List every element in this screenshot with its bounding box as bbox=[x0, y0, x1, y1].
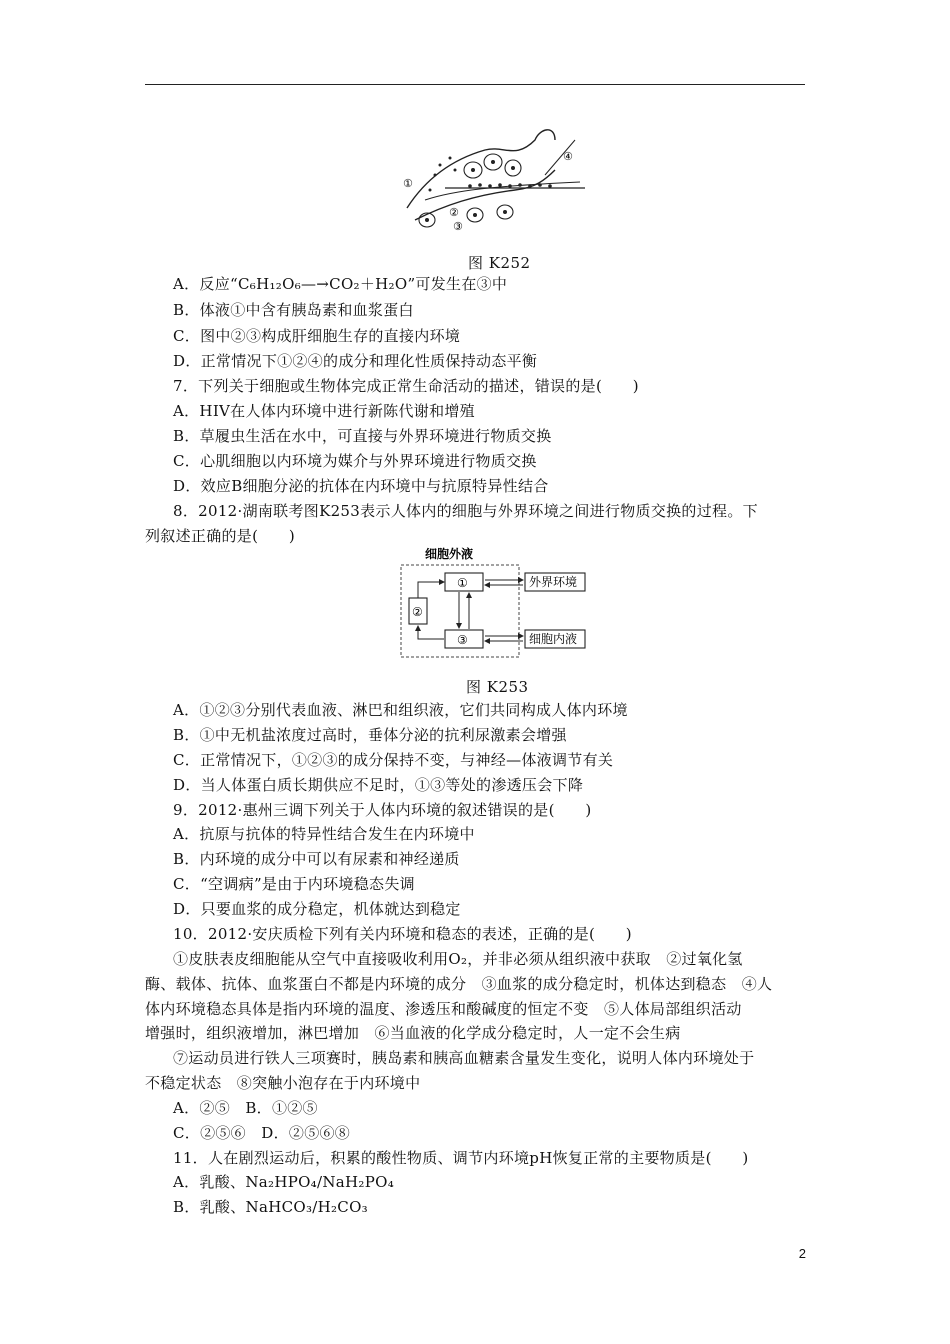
fig-k253-outer2: 细胞内液 bbox=[529, 632, 578, 646]
figure-k252-diagram bbox=[395, 120, 585, 240]
figure-k253-diagram bbox=[395, 540, 595, 660]
q7-option-c: C．心肌细胞以内环境为媒介与外界环境进行物质交换 bbox=[173, 452, 537, 470]
fig-k253-outer1: 外界环境 bbox=[529, 575, 578, 589]
q9-option-b: B．内环境的成分中可以有尿素和神经递质 bbox=[173, 850, 460, 868]
q11-option-b: B．乳酸、NaHCO₃/H₂CO₃ bbox=[173, 1198, 368, 1216]
q7-option-b: B．草履虫生活在水中，可直接与外界环境进行物质交换 bbox=[173, 427, 552, 445]
q10-options-line2: C．②⑤⑥ D．②⑤⑥⑧ bbox=[173, 1124, 351, 1142]
q8-option-b: B．①中无机盐浓度过高时，垂体分泌的抗利尿激素会增强 bbox=[173, 726, 567, 744]
fig-k252-label-3: ③ bbox=[453, 220, 463, 233]
q8-stem-line1: 8．2012·湖南联考图K253表示人体内的细胞与外界环境之间进行物质交换的过程。下 bbox=[173, 502, 758, 520]
figure-k253-caption: 图 K253 bbox=[466, 678, 529, 696]
q9-option-d: D．只要血浆的成分稳定，机体就达到稳定 bbox=[173, 900, 461, 918]
q8-option-a: A．①②③分别代表血液、淋巴和组织液，它们共同构成人体内环境 bbox=[173, 701, 628, 719]
q7-option-d: D．效应B细胞分泌的抗体在内环境中与抗原特异性结合 bbox=[173, 477, 549, 495]
q11-option-a: A．乳酸、Na₂HPO₄/NaH₂PO₄ bbox=[173, 1173, 395, 1191]
fig-k252-label-2: ② bbox=[449, 206, 459, 219]
q6-option-a: A．反应“C₆H₁₂O₆—→CO₂＋H₂O”可发生在③中 bbox=[173, 275, 508, 293]
q10-stem: 10．2012·安庆质检下列有关内环境和稳态的表述，正确的是( ) bbox=[173, 925, 632, 943]
q8-option-d: D．当人体蛋白质长期供应不足时，①③等处的渗透压会下降 bbox=[173, 776, 584, 794]
q6-option-d: D．正常情况下①②④的成分和理化性质保持动态平衡 bbox=[173, 352, 538, 370]
q6-option-b: B．体液①中含有胰岛素和血浆蛋白 bbox=[173, 301, 414, 319]
q10-body-line1: ①皮肤表皮细胞能从空气中直接吸收利用O₂，并非必须从组织液中获取 ②过氧化氢 bbox=[173, 950, 743, 968]
fig-k253-title: 细胞外液 bbox=[425, 547, 474, 561]
q9-option-c: C．“空调病”是由于内环境稳态失调 bbox=[173, 875, 415, 893]
q10-body-line5: ⑦运动员进行铁人三项赛时，胰岛素和胰高血糖素含量发生变化，说明人体内环境处于 bbox=[173, 1049, 755, 1067]
figure-k252-caption: 图 K252 bbox=[468, 254, 531, 272]
q10-body-line4: 增强时，组织液增加，淋巴增加 ⑥当血液的化学成分稳定时，人一定不会生病 bbox=[145, 1024, 681, 1042]
q10-body-line3: 体内环境稳态具体是指内环境的温度、渗透压和酸碱度的恒定不变 ⑤人体局部组织活动 bbox=[145, 1000, 742, 1018]
fig-k253-box2: ② bbox=[412, 605, 423, 619]
q10-options-line1: A．②⑤ B．①②⑤ bbox=[173, 1099, 318, 1117]
q9-stem: 9．2012·惠州三调下列关于人体内环境的叙述错误的是( ) bbox=[173, 801, 592, 819]
q9-option-a: A．抗原与抗体的特异性结合发生在内环境中 bbox=[173, 825, 475, 843]
q10-body-line6: 不稳定状态 ⑧突触小泡存在于内环境中 bbox=[145, 1074, 421, 1092]
q8-stem-line2: 列叙述正确的是( ) bbox=[145, 527, 296, 545]
q8-option-c: C．正常情况下，①②③的成分保持不变，与神经—体液调节有关 bbox=[173, 751, 614, 769]
q6-option-c: C．图中②③构成肝细胞生存的直接内环境 bbox=[173, 327, 461, 345]
fig-k253-box1: ① bbox=[457, 576, 468, 590]
q7-option-a: A．HIV在人体内环境中进行新陈代谢和增殖 bbox=[173, 402, 475, 420]
page-number: 2 bbox=[798, 1246, 806, 1261]
q7-stem: 7．下列关于细胞或生物体完成正常生命活动的描述，错误的是( ) bbox=[173, 377, 639, 395]
header-rule bbox=[145, 84, 805, 85]
fig-k252-label-1: ① bbox=[403, 177, 413, 190]
fig-k252-label-4: ④ bbox=[563, 150, 573, 163]
q10-body-line2: 酶、载体、抗体、血浆蛋白不都是内环境的成分 ③血浆的成分稳定时，机体达到稳态 ④人 bbox=[145, 975, 773, 993]
fig-k253-box3: ③ bbox=[457, 633, 468, 647]
q11-stem: 11．人在剧烈运动后，积累的酸性物质、调节内环境pH恢复正常的主要物质是( ) bbox=[173, 1149, 749, 1167]
